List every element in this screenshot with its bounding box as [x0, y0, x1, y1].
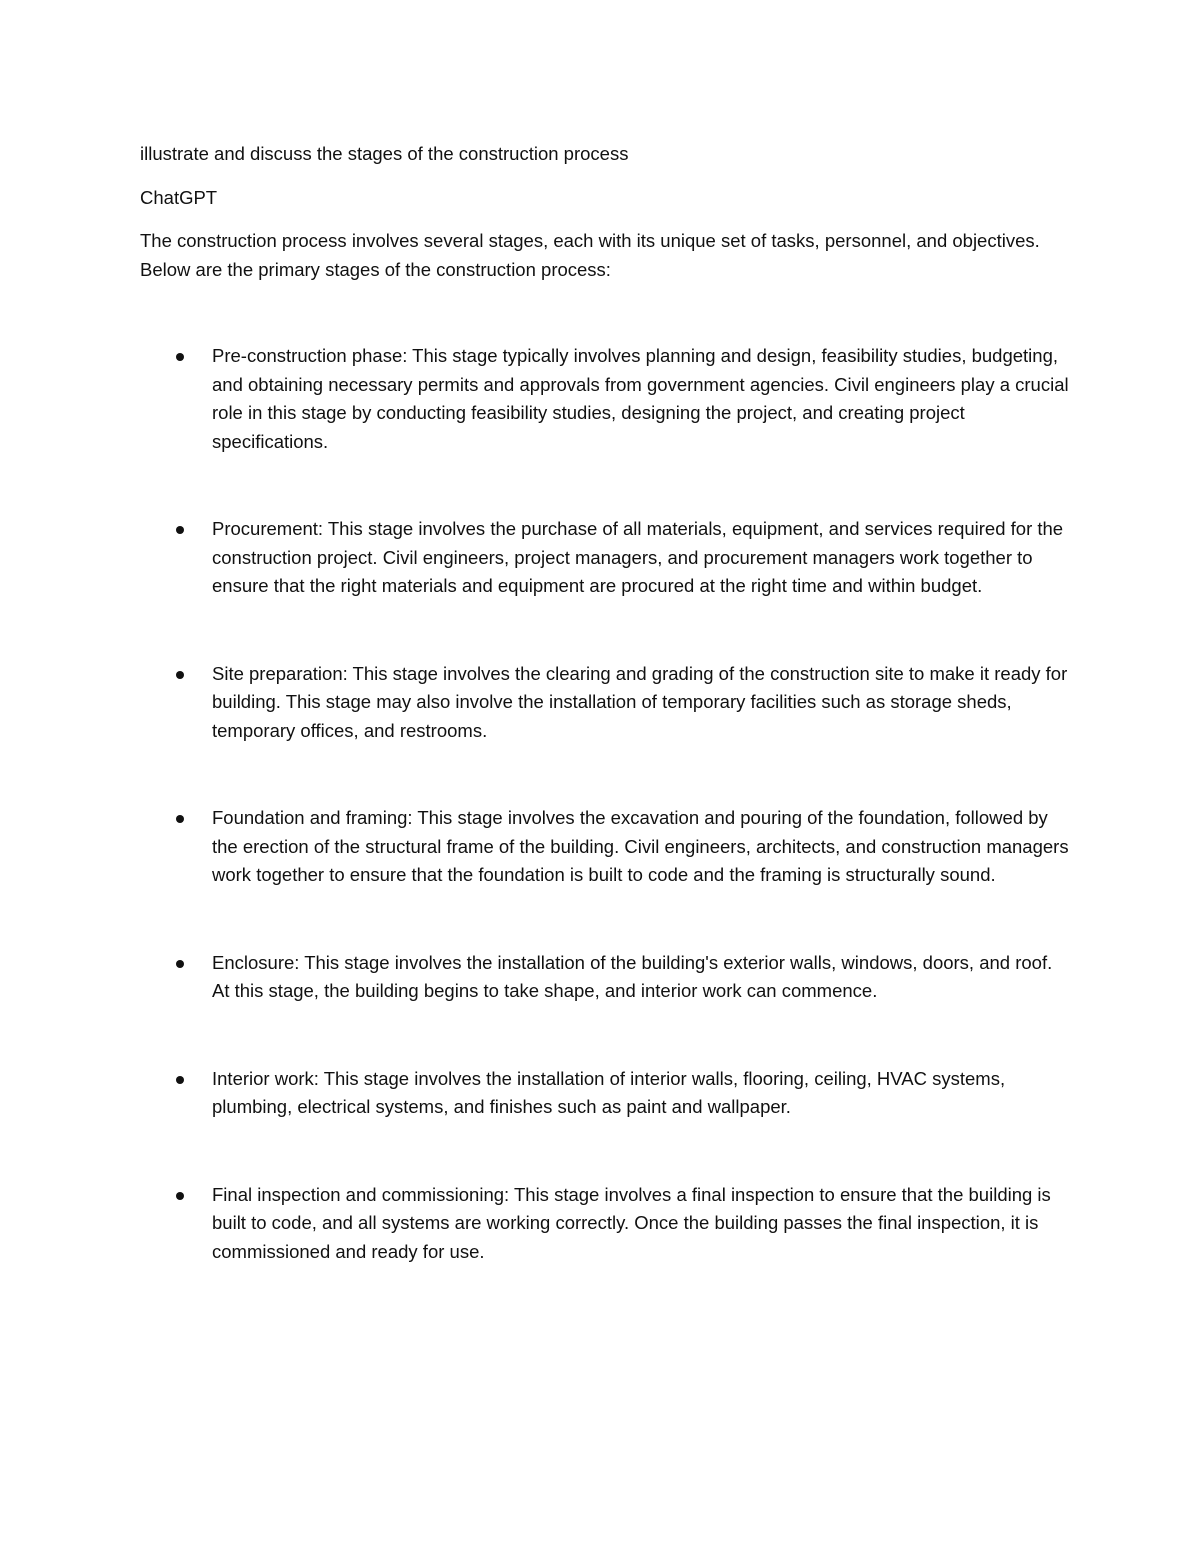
stage-text: Interior work: This stage involves the installation of interior walls, flooring, ceiling, HVAC systems, plumbing, electrical systems, and finishes such as paint and wallpaper. — [212, 1067, 1006, 1117]
list-item — [140, 1181, 1070, 1267]
stages-list — [140, 342, 1070, 1266]
intro-paragraph: The construction process involves several stages, each with its unique set of tasks, personnel, and objectives. Below are the primary stages of the construction process: — [140, 230, 1040, 280]
stage-text: Enclosure: This stage involves the installation of the building's exterior walls, windows, doors, and roof. At this stage, the building begins to take shape, and interior work can commence. — [212, 951, 1053, 1001]
bullet-icon — [176, 526, 184, 534]
stage-text: Final inspection and commissioning: This stage involves a final inspection to ensure that the building is built to code, and all systems are working correctly. Once the building passes the final inspection, it is commissioned and ready for use. — [212, 1183, 1051, 1262]
document-body — [140, 140, 1070, 1266]
bullet-icon — [176, 1076, 184, 1084]
stage-text: Pre-construction phase: This stage typically involves planning and design, feasibility studies, budgeting, and obtaining necessary permits and approvals from government agencies. Civil engineers play a crucial role in this stage by conducting feasibility studies, designing the project, and creating project specifications. — [212, 345, 1069, 452]
list-item — [140, 1065, 1070, 1122]
list-item — [140, 660, 1070, 746]
bullet-icon — [176, 671, 184, 679]
stage-text: Site preparation: This stage involves the clearing and grading of the construction site to make it ready for building. This stage may also involve the installation of temporary facilities such as storage sheds, temporary offices, and restrooms. — [212, 662, 1068, 741]
list-item — [140, 949, 1070, 1006]
bullet-icon — [176, 1192, 184, 1200]
prompt-text: illustrate and discuss the stages of the construction process — [140, 143, 629, 164]
bullet-icon — [176, 815, 184, 823]
stage-text: Foundation and framing: This stage involves the excavation and pouring of the foundation, followed by the erection of the structural frame of the building. Civil engineers, architects, and construction managers work together to ensure that the foundation is built to code and the framing is structurally sound. — [212, 807, 1069, 885]
bullet-icon — [176, 960, 184, 968]
speaker-label: ChatGPT — [140, 186, 218, 208]
list-item — [140, 804, 1070, 890]
bullet-icon — [176, 353, 184, 361]
list-item — [140, 515, 1070, 601]
list-item — [140, 342, 1070, 456]
stage-text: Procurement: This stage involves the purchase of all materials, equipment, and services required for the construction project. Civil engineers, project managers, and procurement managers work together to ensure that the right materials and equipment are procured at the right time and within budget. — [212, 518, 1064, 596]
